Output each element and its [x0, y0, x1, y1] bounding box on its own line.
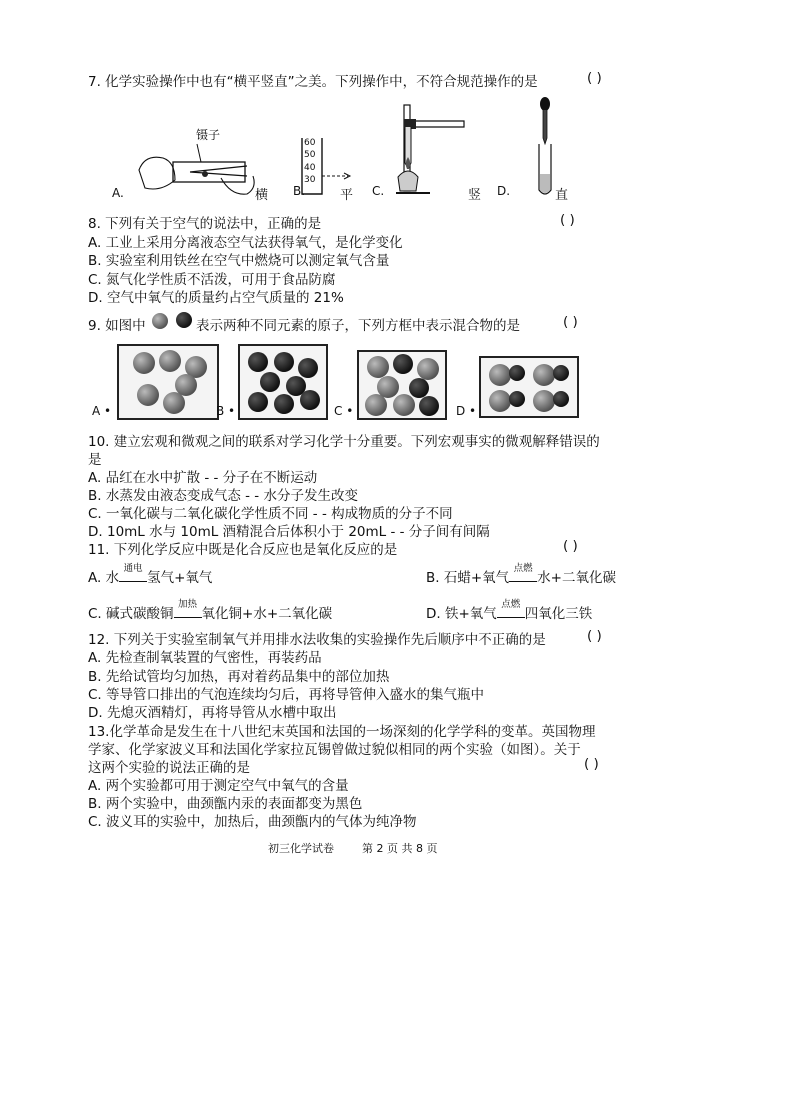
q12-answer-paren: ( ) [587, 628, 602, 644]
q8-stem: 8. 下列有关于空气的说法中，正确的是 [88, 216, 322, 232]
q7-option-c-figure [390, 103, 470, 198]
q11-d-reactants: D. 铁+氧气 [426, 606, 497, 622]
atom [553, 365, 569, 381]
q7-option-b-label: B. [293, 184, 306, 198]
q9-box-c [357, 350, 447, 420]
q9-box-a [117, 344, 219, 420]
atom [489, 390, 511, 412]
q7-answer-paren: ( ) [587, 70, 602, 86]
q7-tick-50: 50 [304, 150, 316, 161]
q8-option-c: C. 氮气化学性质不活泼，可用于食品防腐 [88, 272, 336, 288]
atom [419, 396, 439, 416]
footer-page-number: 第 2 页 共 8 页 [362, 842, 438, 855]
atom [298, 358, 318, 378]
atom [393, 394, 415, 416]
atom [489, 364, 511, 386]
q12-option-d: D. 先熄灭酒精灯，再将导管从水槽中取出 [88, 705, 337, 721]
q11-a-condition: 通电 [123, 563, 143, 574]
q11-a-reactant: A. 水 [88, 570, 120, 586]
q7-option-c-word: 竖 [468, 188, 482, 203]
q11-d-products: 四氧化三铁 [524, 606, 593, 622]
footer-exam-title: 初三化学试卷 [268, 842, 334, 855]
q12-option-c: C. 等导管口排出的气泡连续均匀后，再将导管伸入盛水的集气瓶中 [88, 687, 485, 703]
q7-option-a-word: 横 [255, 188, 269, 203]
grey-atom-icon [152, 313, 168, 329]
atom [367, 356, 389, 378]
atom [248, 352, 268, 372]
q9-box-b [238, 344, 328, 420]
q10-option-c: C. 一氧化碳与二氧化碳化学性质不同 - - 构成物质的分子不同 [88, 506, 453, 522]
q10-option-b: B. 水蒸发由液态变成气态 - - 水分子发生改变 [88, 488, 358, 504]
q7-option-a-label: A. [112, 186, 124, 200]
q7-option-a-figure [135, 140, 260, 205]
atom [553, 391, 569, 407]
q8-option-d: D. 空气中氧气的质量约占空气质量的 21% [88, 290, 344, 306]
atom [533, 364, 555, 386]
q11-d-arrow [497, 599, 525, 622]
q13-stem-line2: 学家、化学家波义耳和法国化学家拉瓦锡曾做过貌似相同的两个实验（如图）。关于 [88, 742, 581, 758]
q11-b-arrow [509, 563, 537, 586]
q11-a-arrow [119, 563, 147, 586]
q13-option-c: C. 波义耳的实验中，加热后，曲颈甑内的气体为纯净物 [88, 814, 417, 830]
q11-stem: 11. 下列化学反应中既是化合反应也是氧化反应的是 [88, 542, 398, 558]
q10-stem-line2: 是 [88, 452, 102, 468]
atom [159, 350, 181, 372]
q9-stem-pre: 9. 如图中 [88, 318, 146, 334]
q11-b-condition: 点燃 [513, 563, 533, 574]
atom [533, 390, 555, 412]
q7-tick-30: 30 [304, 175, 316, 186]
atom [393, 354, 413, 374]
q7-option-b-word: 平 [340, 188, 354, 203]
q7-option-d-label: D. [497, 184, 511, 198]
q7-option-d-figure [535, 96, 555, 198]
q10-option-d: D. 10mL 水与 10mL 酒精混合后体积小于 20mL - - 分子间有间隔 [88, 524, 490, 540]
q11-b-reactants: B. 石蜡+氧气 [426, 570, 510, 586]
q11-option-a [88, 563, 213, 586]
q9-label-d: D • [456, 404, 477, 418]
q13-stem-line3: 这两个实验的说法正确的是 [88, 760, 250, 776]
atom [163, 392, 185, 414]
atom [260, 372, 280, 392]
q11-d-condition: 点燃 [501, 599, 521, 610]
q11-option-d [426, 599, 593, 622]
q9-stem-post: 表示两种不同元素的原子，下列方框中表示混合物的是 [196, 318, 520, 334]
atom [137, 384, 159, 406]
q9-box-d [479, 356, 579, 418]
q8-answer-paren: ( ) [560, 212, 575, 228]
q10-stem-line1: 10. 建立宏观和微观之间的联系对学习化学十分重要。下列宏观事实的微观解释错误的 [88, 434, 600, 450]
dark-atom-icon [176, 312, 192, 328]
q7-tick-60: 60 [304, 138, 316, 148]
q9-label-a: A • [92, 404, 112, 418]
atom [417, 358, 439, 380]
q11-answer-paren: ( ) [563, 538, 578, 554]
q9-label-c: C • [334, 404, 354, 418]
q13-option-a: A. 两个实验都可用于测定空气中氧气的含量 [88, 778, 349, 794]
q11-c-condition: 加热 [178, 599, 198, 610]
q12-stem: 12. 下列关于实验室制氧气并用排水法收集的实验操作先后顺序中不正确的是 [88, 632, 546, 648]
q11-c-reactant: C. 碱式碳酸铜 [88, 606, 174, 622]
atom [248, 392, 268, 412]
q13-stem-line1: 13.化学革命是发生在十八世纪末英国和法国的一场深刻的化学学科的变革。英国物理 [88, 724, 596, 740]
q11-c-arrow [174, 599, 202, 622]
q13-option-b: B. 两个实验中，曲颈甑内汞的表面都变为黑色 [88, 796, 363, 812]
q7-option-c-label: C. [372, 184, 385, 198]
atom [365, 394, 387, 416]
q11-a-products: 氢气+氧气 [147, 570, 213, 586]
atom [300, 390, 320, 410]
q9-answer-paren: ( ) [563, 314, 578, 330]
q7-tick-40: 40 [304, 162, 316, 173]
q8-option-b: B. 实验室利用铁丝在空气中燃烧可以测定氧气含量 [88, 253, 390, 269]
q11-option-c [88, 599, 333, 622]
q7-option-d-word: 直 [555, 188, 569, 203]
q9-label-b: B • [216, 404, 236, 418]
q12-option-a: A. 先检查制氧装置的气密性，再装药品 [88, 650, 322, 666]
q11-b-products: 水+二氧化碳 [537, 570, 616, 586]
q12-option-b: B. 先给试管均匀加热，再对着药品集中的部位加热 [88, 669, 390, 685]
atom [274, 352, 294, 372]
q7-cylinder-ticks [304, 137, 315, 187]
atom [274, 394, 294, 414]
atom [509, 365, 525, 381]
atom [509, 391, 525, 407]
atom [133, 352, 155, 374]
q11-c-products: 氧化铜+水+二氧化碳 [201, 606, 333, 622]
q10-option-a: A. 品红在水中扩散 - - 分子在不断运动 [88, 470, 318, 486]
q7-tweezers-label: 镊子 [196, 128, 221, 142]
q7-stem: 7. 化学实验操作中也有“横平竖直”之美。下列操作中，不符合规范操作的是 [88, 74, 538, 90]
q13-answer-paren: ( ) [584, 756, 599, 772]
q11-option-b [426, 563, 616, 586]
q8-option-a: A. 工业上采用分离液态空气法获得氧气，是化学变化 [88, 235, 403, 251]
atom [409, 378, 429, 398]
